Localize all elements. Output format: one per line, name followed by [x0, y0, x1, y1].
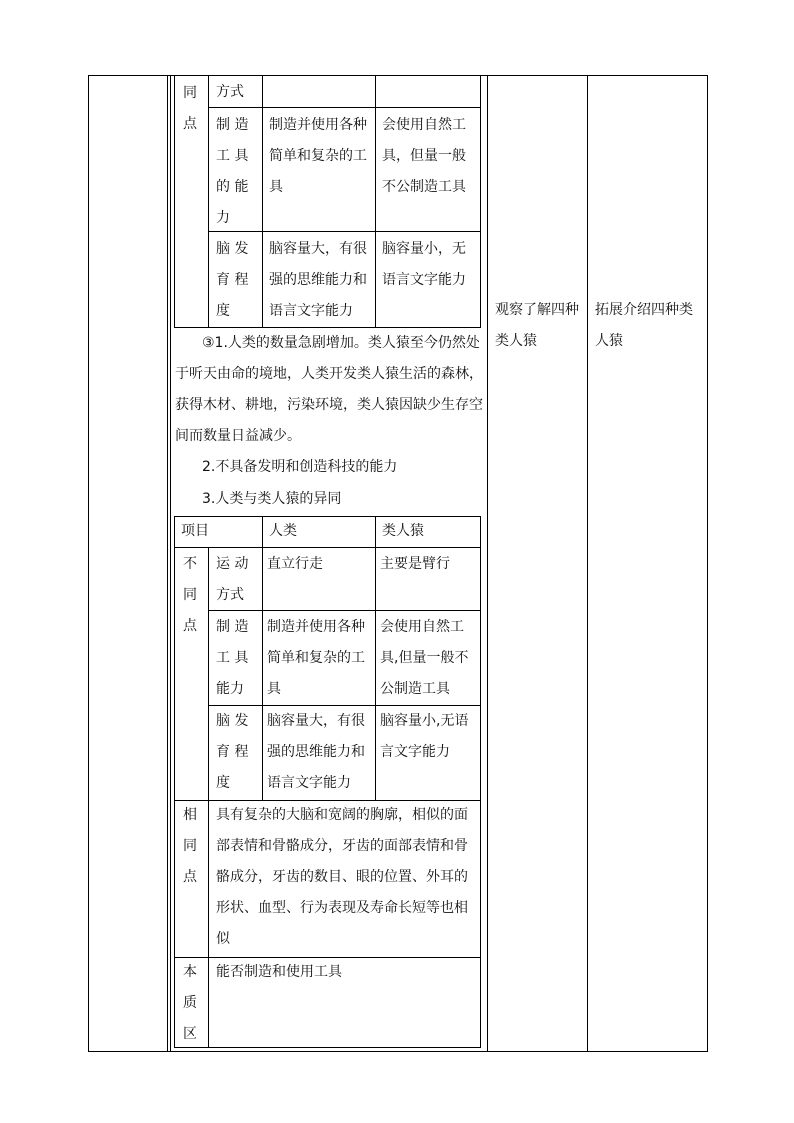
- t2-essence-char: 本: [183, 964, 197, 980]
- right-col-observe: [495, 295, 579, 357]
- outer-bottom-border: [88, 1051, 707, 1052]
- t2-col-c: [375, 516, 376, 801]
- paragraph-line: 获得木材、耕地，污染环境，类人猿因缺少生存空: [175, 397, 483, 413]
- right-col-observe-line: 类人猿: [495, 333, 537, 349]
- t2-same-line: 骼成分，牙齿的数目、眼的位置、外耳的: [216, 869, 468, 885]
- t1-row2-human-line: 具: [269, 179, 283, 195]
- t2-row2-human-line: 具: [267, 681, 281, 697]
- t2-top: [174, 516, 481, 517]
- t2-row2-human: [267, 612, 365, 705]
- t2-row2-ape: [380, 612, 468, 705]
- t2-row2-ape-line: 公制造工具: [380, 681, 450, 697]
- paragraph: [175, 328, 483, 452]
- t2-row3-human: [267, 706, 365, 799]
- t1-row2-ape: [382, 110, 466, 203]
- t2-essence-label: [175, 957, 205, 1050]
- t2-col-b: [262, 516, 263, 801]
- t2-row1-human-line: 直立行走: [267, 556, 323, 572]
- t2-same-line: 形状、血型、行为表现及寿命长短等也相: [216, 900, 468, 916]
- t1-row3-human-line: 脑容量大，有很: [269, 241, 367, 257]
- t2-same-line: 似: [216, 931, 230, 947]
- t1-same-char-2: 点: [183, 116, 197, 132]
- paragraph-line: ③1.人类的数量急剧增加。类人猿至今仍然处: [202, 335, 480, 351]
- t2-same-label: [175, 800, 205, 893]
- t2-essence-char: 区: [183, 1026, 197, 1042]
- t2-diff-char: 不: [183, 556, 197, 572]
- right-col-extend-line: 人猿: [595, 333, 623, 349]
- t2-header-bottom: [174, 547, 481, 548]
- t2-row1-ape: [380, 549, 450, 580]
- t2-diff-label: [175, 549, 205, 642]
- t1-col-b: [262, 75, 263, 328]
- t1-row3-ape-line: 脑容量小，无: [382, 241, 466, 257]
- t2-row3-human-line: 强的思维能力和: [267, 744, 365, 760]
- t1-row2-human-line: 简单和复杂的工: [269, 148, 367, 164]
- t1-row3-item-line: 脑 发: [216, 241, 249, 257]
- t2-row2-item-line: 能力: [216, 681, 244, 697]
- t1-row3-human-line: 强的思维能力和: [269, 272, 367, 288]
- right-col-extend: [595, 295, 693, 357]
- t2-row1-item: [216, 549, 248, 611]
- t1-row2-ape-line: 不公制造工具: [382, 179, 466, 195]
- t2-row1-human: [267, 549, 323, 580]
- t2-row2-item-line: 制 造: [216, 619, 249, 635]
- t1-row3-human-line: 语言文字能力: [269, 303, 353, 319]
- right-col-extend-line: 拓展介绍四种类: [595, 302, 693, 318]
- t2-row2-item: [216, 612, 248, 705]
- t2-row3-item-line: 育 程: [216, 744, 249, 760]
- t1-col-c: [375, 75, 376, 328]
- t2-row3-item-line: 脑 发: [216, 713, 249, 729]
- t2-row3-item-line: 度: [216, 775, 230, 791]
- t2-row3-item: [216, 706, 248, 799]
- t2-row3-ape-line: 脑容量小,无语: [380, 713, 469, 729]
- t2-row3-human-line: 脑容量大，有很: [267, 713, 365, 729]
- t2-essence-text: 能否制造和使用工具: [216, 964, 342, 980]
- t2-same-char: 同: [183, 838, 197, 854]
- t1-row2-item-line: 工 具: [216, 148, 249, 164]
- t1-row3-item-line: 度: [216, 303, 230, 319]
- t1-row3-ape-line: 语言文字能力: [382, 272, 466, 288]
- t2-row3-ape: [380, 706, 468, 768]
- t1-row-1: [208, 107, 481, 108]
- t2-row2-human-line: 简单和复杂的工: [267, 650, 365, 666]
- t2-row1-ape-line: 主要是臂行: [380, 556, 450, 572]
- t2-row2-item-line: 工 具: [216, 650, 249, 666]
- t1-row3-item: [216, 234, 248, 327]
- t2-same-line: 部表情和骨骼成分，牙齿的面部表情和骨: [216, 838, 468, 854]
- t1-row2-human: [269, 110, 367, 203]
- t2-same-line: 具有复杂的大脑和宽阔的胸廓，相似的面: [216, 807, 468, 823]
- t1-same-label: [175, 78, 205, 140]
- t1-row2-item: [216, 110, 248, 234]
- col-divider-2: [487, 75, 488, 1052]
- t1-row3-ape: [382, 234, 466, 296]
- t2-row3-ape-line: 言文字能力: [380, 744, 450, 760]
- t1-row1-item: 方式: [216, 84, 244, 100]
- t2-col-a: [208, 547, 209, 1047]
- t1-row2-item-line: 的 能: [216, 179, 249, 195]
- paragraph-line: 间而数量日益减少。: [175, 428, 301, 444]
- t1-row3-item-line: 育 程: [216, 272, 249, 288]
- t2-diff-char: 点: [183, 618, 197, 634]
- t2-header-human: 人类: [269, 523, 297, 539]
- t2-diff-char: 同: [183, 587, 197, 603]
- point-3: 3.人类与类人猿的异同: [202, 491, 342, 507]
- t2-row1-item-line: 方式: [216, 587, 244, 603]
- t2-header-item: 项目: [181, 523, 209, 539]
- t1-row-2: [208, 231, 481, 232]
- col-divider-1b: [170, 75, 171, 1052]
- point-2: 2.不具备发明和创造科技的能力: [202, 459, 398, 475]
- col-divider-1: [167, 75, 168, 1052]
- t1-same-char-1: 同: [183, 85, 197, 101]
- t1-row2-item-line: 制 造: [216, 117, 249, 133]
- t2-bottom: [174, 1047, 481, 1048]
- t1-row3-human: [269, 234, 367, 327]
- t2-row2-human-line: 制造并使用各种: [267, 619, 365, 635]
- outer-right-border: [707, 75, 708, 1052]
- t2-row-1: [208, 610, 481, 611]
- paragraph-line: 于听天由命的境地，人类开发类人猿生活的森林，: [175, 366, 483, 382]
- outer-top-border: [88, 75, 707, 76]
- t2-essence-char: 质: [183, 995, 197, 1011]
- t1-right: [480, 75, 481, 328]
- t2-same-char: 相: [183, 807, 197, 823]
- t2-row1-item-line: 运 动: [216, 556, 249, 572]
- t2-row2-ape-line: 具,但量一般不: [380, 650, 469, 666]
- t2-same-char: 点: [183, 869, 197, 885]
- t2-header-ape: 类人猿: [382, 523, 424, 539]
- t1-row2-ape-line: 具，但量一般: [382, 148, 466, 164]
- right-col-observe-line: 观察了解四种: [495, 302, 579, 318]
- t1-col-a: [208, 75, 209, 328]
- outer-left-border: [88, 75, 89, 1052]
- t2-row3-human-line: 语言文字能力: [267, 775, 351, 791]
- t2-right: [480, 516, 481, 1048]
- t2-row2-ape-line: 会使用自然工: [380, 619, 464, 635]
- t2-same-text: [216, 800, 468, 955]
- t1-row2-item-line: 力: [216, 210, 230, 226]
- t1-row2-ape-line: 会使用自然工: [382, 117, 466, 133]
- t1-row2-human-line: 制造并使用各种: [269, 117, 367, 133]
- col-divider-3: [587, 75, 588, 1052]
